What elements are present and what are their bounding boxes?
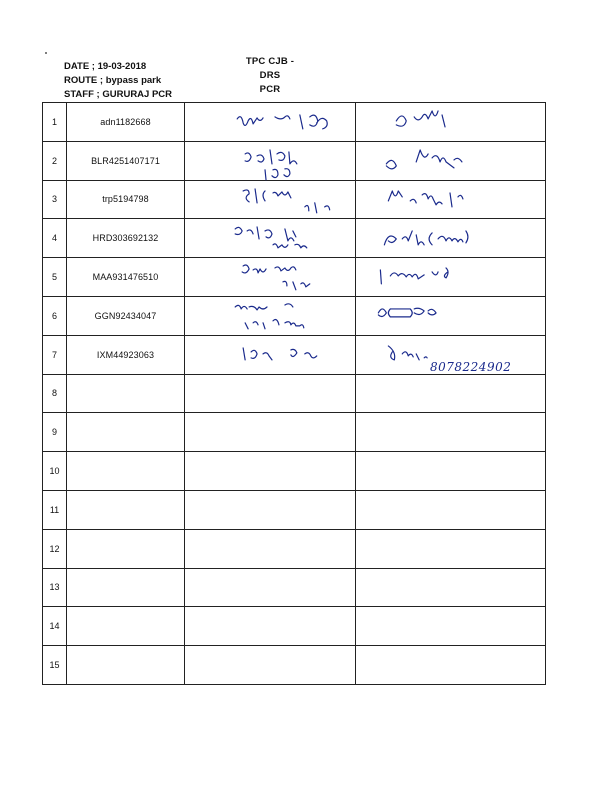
signature-cell <box>356 413 546 452</box>
consignment-ref: adn1182668 <box>67 103 185 142</box>
consignment-ref: trp5194798 <box>67 180 185 219</box>
signature-cell <box>356 452 546 491</box>
consignment-ref <box>67 452 185 491</box>
row-number: 14 <box>43 607 67 646</box>
table-row <box>43 374 546 413</box>
handwritten-name <box>185 181 355 219</box>
row-number: 9 <box>43 413 67 452</box>
row-number: 13 <box>43 568 67 607</box>
consignment-ref <box>67 413 185 452</box>
receiver-name-cell <box>185 335 356 374</box>
handwritten-name <box>185 336 355 374</box>
table-row <box>43 413 546 452</box>
consignment-ref <box>67 607 185 646</box>
row-number: 6 <box>43 296 67 335</box>
receiver-name-cell <box>185 646 356 685</box>
delivery-log-table <box>42 102 546 685</box>
row-number: 12 <box>43 529 67 568</box>
row-number: 4 <box>43 219 67 258</box>
row-number: 15 <box>43 646 67 685</box>
handwritten-signature <box>356 142 545 180</box>
stray-mark <box>45 52 47 54</box>
row-number: 8 <box>43 374 67 413</box>
receiver-name-cell <box>185 568 356 607</box>
signature-cell <box>356 141 546 180</box>
receiver-name-cell <box>185 490 356 529</box>
table-row <box>43 452 546 491</box>
signature-cell <box>356 529 546 568</box>
signature-cell <box>356 296 546 335</box>
signature-cell <box>356 180 546 219</box>
signature-cell <box>356 646 546 685</box>
document-title <box>240 55 300 97</box>
consignment-ref <box>67 490 185 529</box>
receiver-name-cell <box>185 180 356 219</box>
receiver-name-cell <box>185 103 356 142</box>
signature-cell <box>356 258 546 297</box>
receiver-name-cell <box>185 452 356 491</box>
header-info <box>64 60 172 102</box>
table-row <box>43 529 546 568</box>
consignment-ref: HRD303692132 <box>67 219 185 258</box>
table-row <box>43 258 546 297</box>
handwritten-name <box>185 219 355 257</box>
row-number: 1 <box>43 103 67 142</box>
receiver-name-cell <box>185 413 356 452</box>
consignment-ref: IXM44923063 <box>67 335 185 374</box>
handwritten-signature <box>356 297 545 335</box>
staff-line: STAFF ; GURURAJ PCR <box>64 89 173 100</box>
row-number: 5 <box>43 258 67 297</box>
handwritten-signature <box>356 181 545 219</box>
table-row <box>43 646 546 685</box>
handwritten-signature <box>356 219 545 257</box>
receiver-name-cell <box>185 529 356 568</box>
handwritten-name <box>185 103 355 141</box>
consignment-ref <box>67 529 185 568</box>
row-number: 2 <box>43 141 67 180</box>
handwritten-name <box>185 142 355 180</box>
receiver-name-cell <box>185 374 356 413</box>
table-row <box>43 141 546 180</box>
table-row <box>43 103 546 142</box>
receiver-name-cell <box>185 296 356 335</box>
signature-cell <box>356 568 546 607</box>
route-line: ROUTE ; bypass park <box>64 75 162 86</box>
table-row <box>43 607 546 646</box>
table-row <box>43 180 546 219</box>
row-number: 10 <box>43 452 67 491</box>
consignment-ref: GGN92434047 <box>67 296 185 335</box>
consignment-ref <box>67 374 185 413</box>
signature-cell <box>356 219 546 258</box>
handwritten-name <box>185 297 355 335</box>
consignment-ref <box>67 568 185 607</box>
row-number: 3 <box>43 180 67 219</box>
row-number: 11 <box>43 490 67 529</box>
handwritten-signature <box>356 258 545 296</box>
title-line-1: TPC CJB - DRS <box>245 56 295 81</box>
table-row <box>43 568 546 607</box>
title-line-2: PCR <box>259 84 281 95</box>
signature-cell <box>356 490 546 529</box>
receiver-name-cell <box>185 607 356 646</box>
table-row <box>43 296 546 335</box>
receiver-name-cell <box>185 258 356 297</box>
signature-cell <box>356 607 546 646</box>
row-number: 7 <box>43 335 67 374</box>
table-row <box>43 219 546 258</box>
receiver-name-cell <box>185 219 356 258</box>
consignment-ref: MAA931476510 <box>67 258 185 297</box>
handwritten-signature <box>356 103 545 141</box>
handwritten-name <box>185 258 355 296</box>
consignment-ref: BLR4251407171 <box>67 141 185 180</box>
signature-cell <box>356 103 546 142</box>
receiver-name-cell <box>185 141 356 180</box>
consignment-ref <box>67 646 185 685</box>
handwritten-phone: 8078224902 <box>430 360 512 374</box>
table-row <box>43 490 546 529</box>
date-line: DATE ; 19-03-2018 <box>64 61 147 72</box>
signature-cell <box>356 374 546 413</box>
